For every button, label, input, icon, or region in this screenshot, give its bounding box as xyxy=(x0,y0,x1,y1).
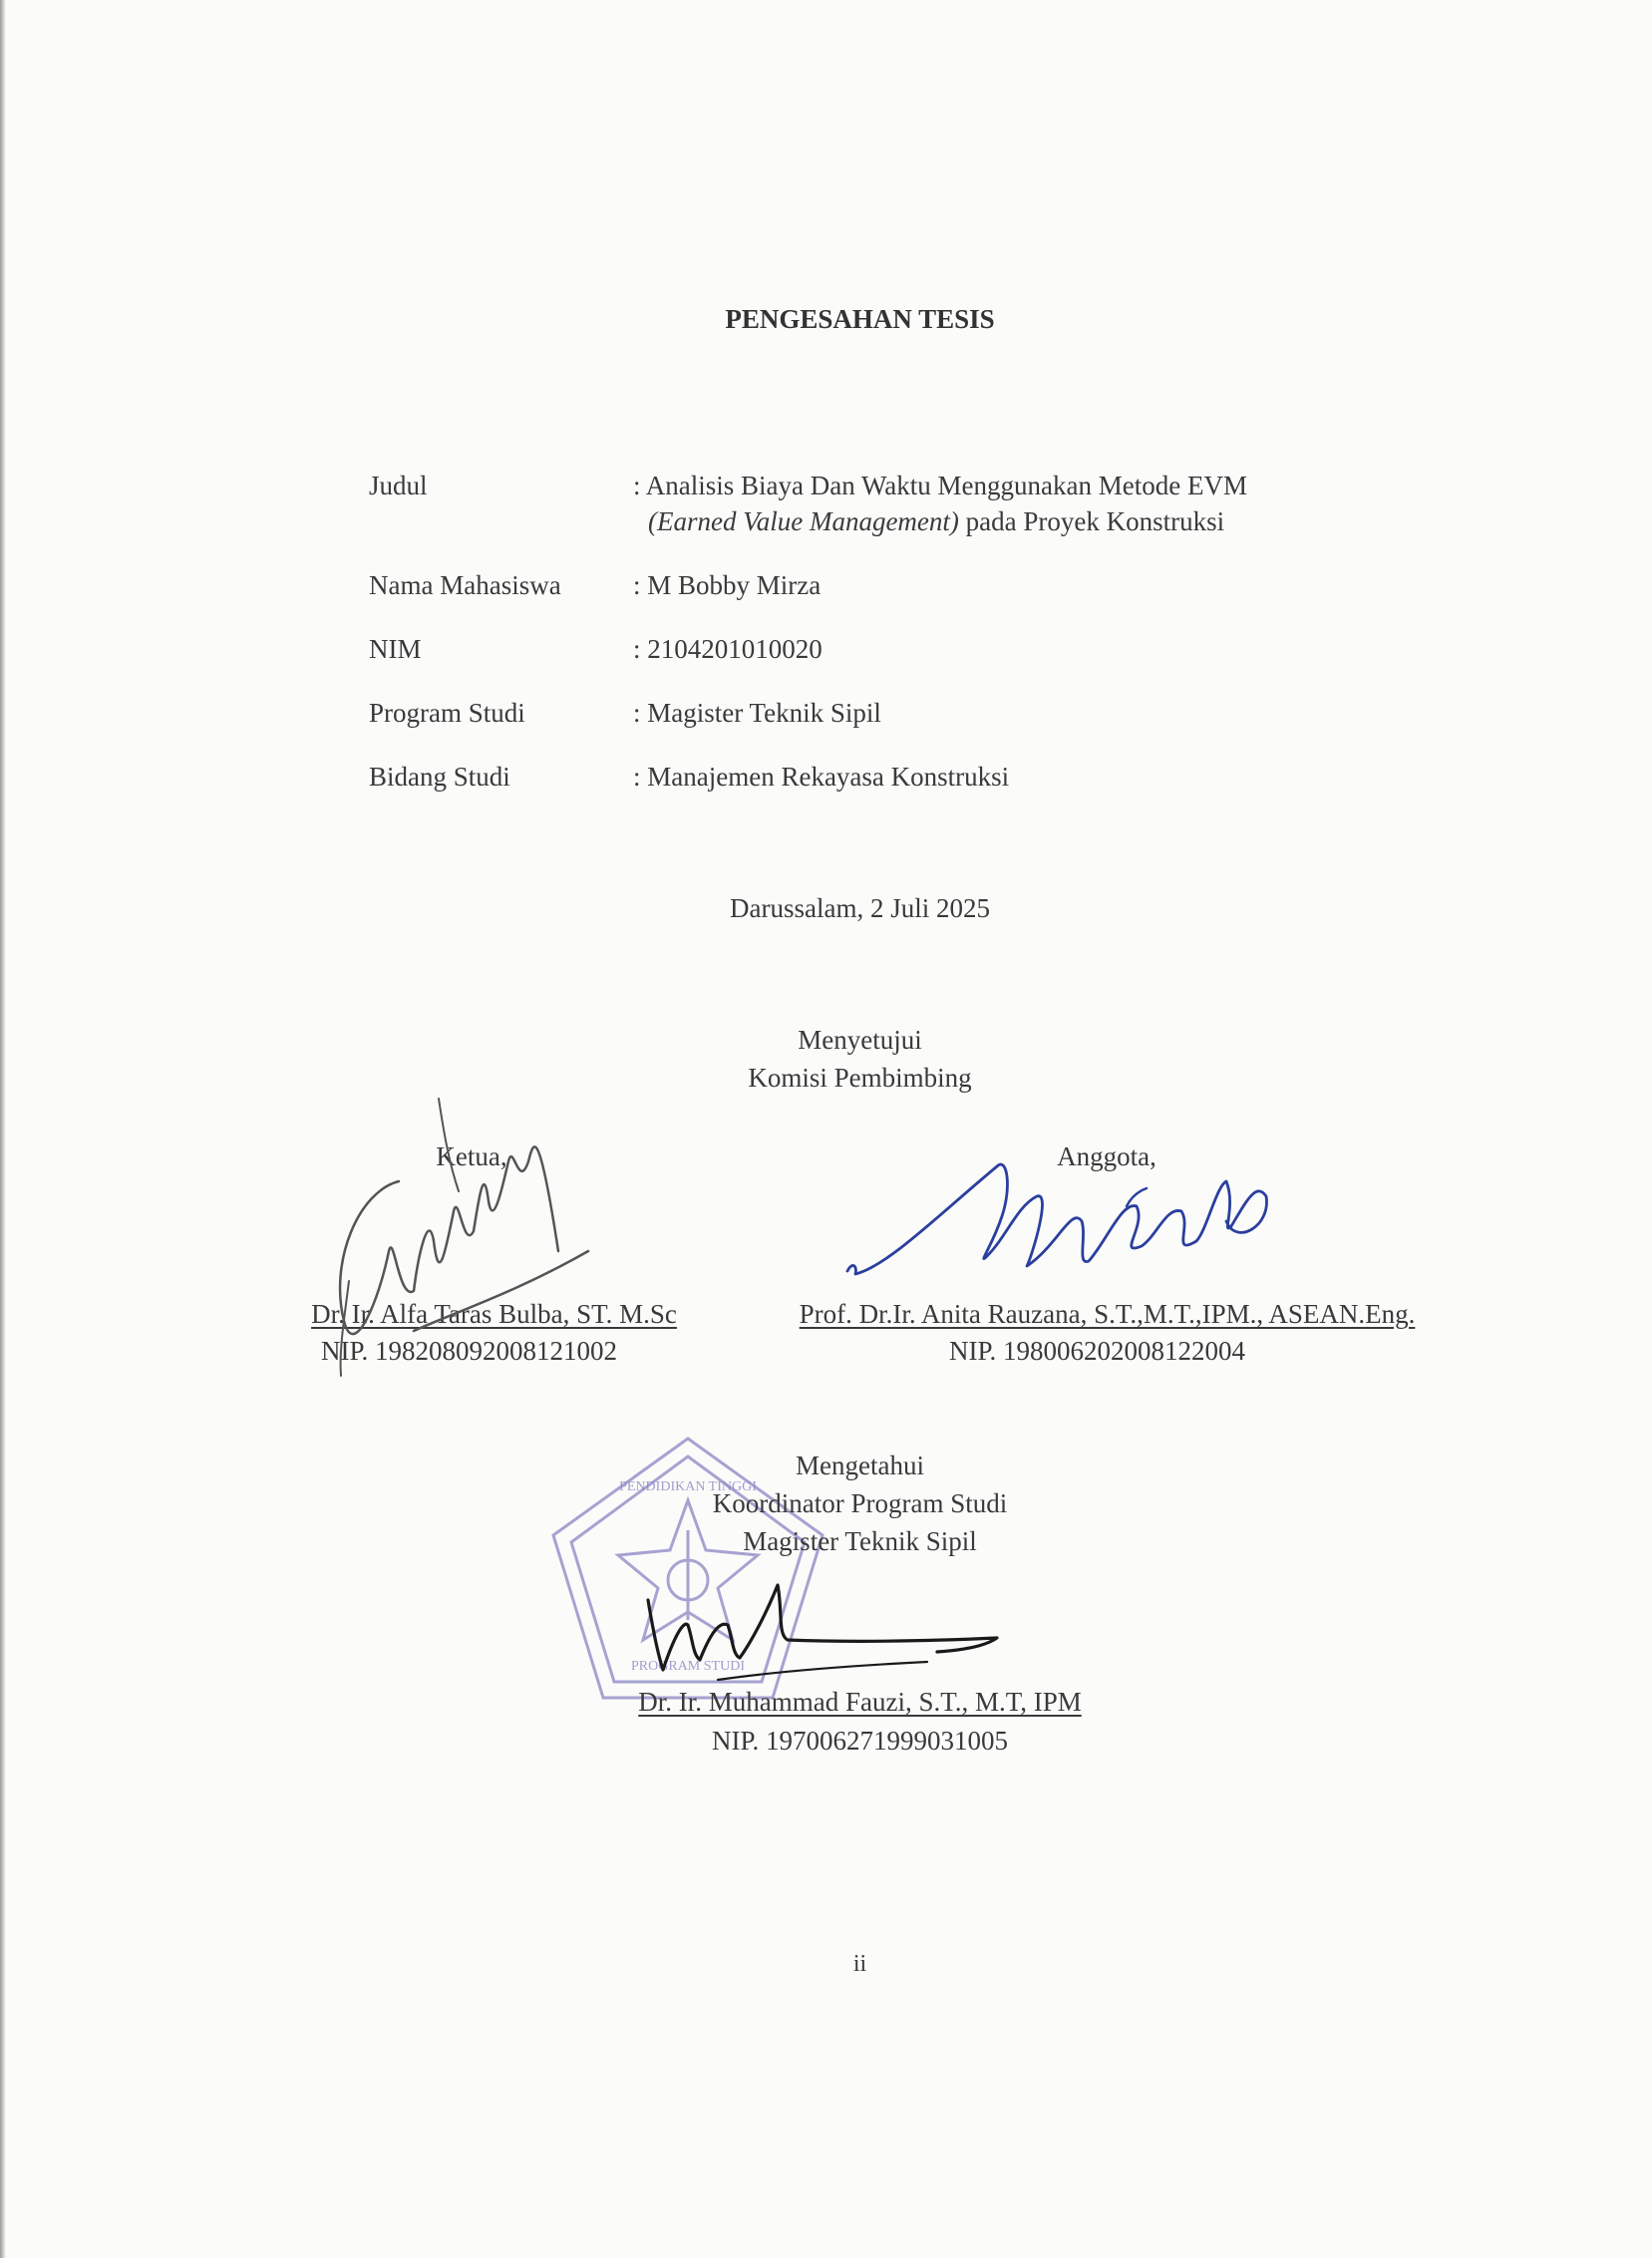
member-name: Prof. Dr.Ir. Anita Rauzana, S.T.,M.T.,IPM., ASEAN.Eng. xyxy=(799,1299,1416,1329)
approval-line2: Komisi Pembimbing xyxy=(748,1063,972,1093)
chair-name: Dr. Ir. Alfa Taras Bulba, ST. M.Sc xyxy=(311,1299,677,1329)
chair-nip: NIP. 198208092008121002 xyxy=(320,1336,617,1366)
field-value-judul-line2 xyxy=(648,506,1224,537)
acknowledge-line2: Koordinator Program Studi xyxy=(712,1488,1008,1518)
acknowledge-line3: Magister Teknik Sipil xyxy=(743,1526,977,1556)
place-date: Darussalam, 2 Juli 2025 xyxy=(730,893,990,923)
chair-signature xyxy=(319,1102,608,1381)
field-value-judul-rest: pada Proyek Konstruksi xyxy=(958,506,1225,536)
coordinator-signature xyxy=(638,1580,1017,1690)
field-value-judul-italic: (Earned Value Management) xyxy=(648,506,959,536)
chair-role: Ketua, xyxy=(436,1141,507,1171)
member-signature xyxy=(827,1146,1286,1306)
member-role: Anggota, xyxy=(1057,1141,1156,1171)
coordinator-name: Dr. Ir. Muhammad Fauzi, S.T., M.T, IPM xyxy=(638,1687,1082,1717)
svg-text:PENDIDIKAN TINGGI: PENDIDIKAN TINGGI xyxy=(619,1479,757,1494)
field-value-bidang: : Manajemen Rekayasa Konstruksi xyxy=(633,762,1010,792)
coordinator-nip: NIP. 197006271999031005 xyxy=(711,1726,1008,1756)
document-title: PENGESAHAN TESIS xyxy=(725,304,995,334)
acknowledge-line1: Mengetahui xyxy=(796,1451,924,1480)
member-nip: NIP. 198006202008122004 xyxy=(948,1336,1245,1366)
field-value-prodi: : Magister Teknik Sipil xyxy=(633,698,881,728)
approval-line1: Menyetujui xyxy=(798,1025,922,1055)
field-value-nim: : 2104201010020 xyxy=(633,634,823,664)
field-label-nama: Nama Mahasiswa xyxy=(369,570,561,600)
page-number: ii xyxy=(852,1951,867,1977)
field-value-judul-line1: : Analisis Biaya Dan Waktu Menggunakan Metode EVM xyxy=(633,471,1247,500)
field-label-judul: Judul xyxy=(369,471,428,500)
field-label-prodi: Program Studi xyxy=(369,698,525,728)
svg-text:PROGRAM STUDI: PROGRAM STUDI xyxy=(631,1659,745,1674)
page-edge-shadow xyxy=(0,0,6,2258)
field-label-nim: NIM xyxy=(369,634,422,664)
field-value-nama: : M Bobby Mirza xyxy=(633,570,822,600)
field-label-bidang: Bidang Studi xyxy=(369,762,510,792)
